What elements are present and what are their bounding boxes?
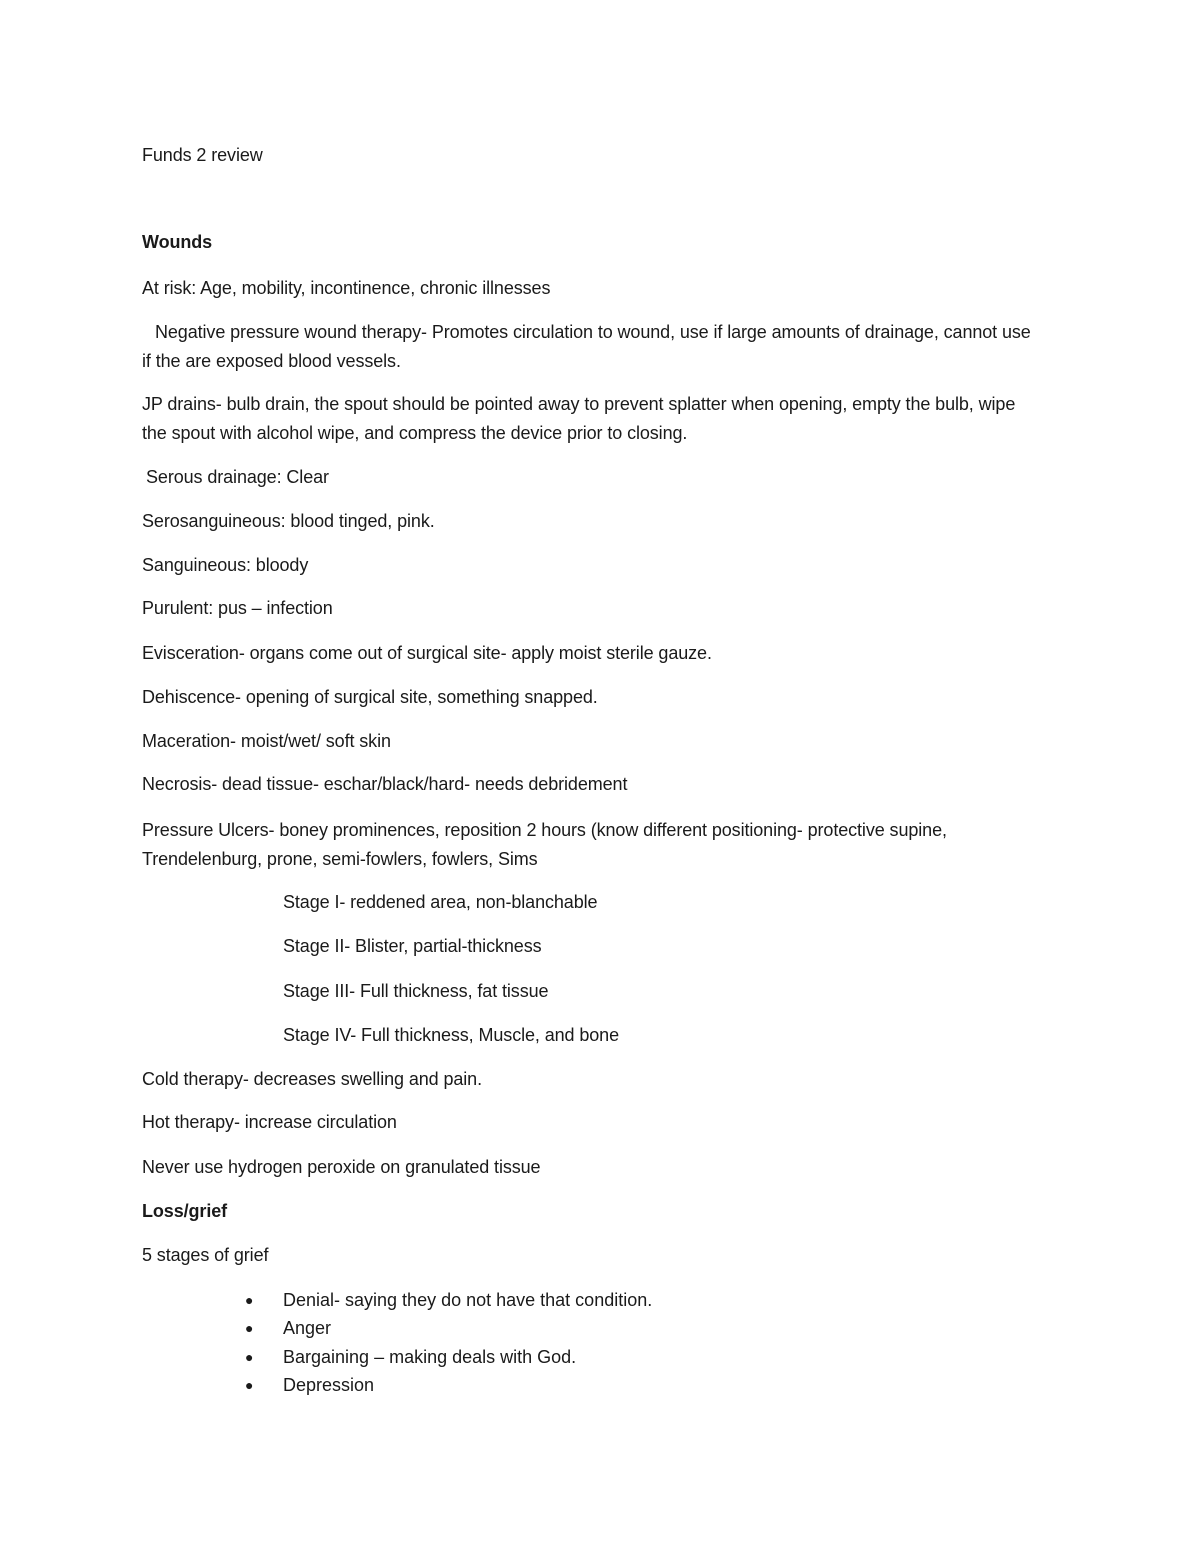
paragraph-hot-therapy: Hot therapy- increase circulation	[142, 1112, 397, 1132]
paragraph-sanguineous: Sanguineous: bloody	[142, 555, 309, 575]
list-item	[245, 1371, 374, 1399]
section-heading-loss-grief: Loss/grief	[142, 1201, 228, 1221]
stage-3-line: Stage III- Full thickness, fat tissue	[283, 981, 549, 1001]
list-item	[245, 1286, 652, 1314]
stage-1-line: Stage I- reddened area, non-blanchable	[283, 892, 598, 912]
list-item-text: Bargaining – making deals with God.	[283, 1347, 577, 1367]
paragraph-purulent: Purulent: pus – infection	[142, 598, 333, 618]
paragraph-cold-therapy: Cold therapy- decreases swelling and pain.	[142, 1069, 482, 1089]
list-item-text: Anger	[283, 1318, 332, 1338]
stage-4-line: Stage IV- Full thickness, Muscle, and bone	[283, 1025, 619, 1045]
paragraph-evisceration: Evisceration- organs come out of surgical site- apply moist sterile gauze.	[142, 643, 712, 663]
bullet-icon: ●	[245, 1377, 254, 1393]
paragraph-serosanguineous: Serosanguineous: blood tinged, pink.	[142, 511, 435, 531]
bullet-icon: ●	[245, 1320, 254, 1336]
paragraph-pressure-ulcers: Pressure Ulcers- boney prominences, reposition 2 hours (know different positioning- protective supine, Trendelenburg, prone, semi-fowlers, fowlers, Sims	[142, 820, 947, 869]
paragraph-negative-pressure: Negative pressure wound therapy- Promotes circulation to wound, use if large amounts of drainage, cannot use if the are exposed blood vessels.	[142, 322, 1031, 371]
document-title: Funds 2 review	[142, 145, 263, 165]
list-item	[245, 1343, 576, 1371]
paragraph-jp-drains: JP drains- bulb drain, the spout should be pointed away to prevent splatter when opening, empty the bulb, wipe the spout with alcohol wipe, and compress the device prior to closing.	[142, 394, 1016, 443]
paragraph-necrosis: Necrosis- dead tissue- eschar/black/hard- needs debridement	[142, 774, 628, 794]
list-item-text: Denial- saying they do not have that condition.	[283, 1290, 653, 1310]
stage-2-line: Stage II- Blister, partial-thickness	[283, 936, 542, 956]
paragraph-dehiscence: Dehiscence- opening of surgical site, something snapped.	[142, 687, 598, 707]
paragraph-at-risk: At risk: Age, mobility, incontinence, chronic illnesses	[142, 278, 551, 298]
paragraph-maceration: Maceration- moist/wet/ soft skin	[142, 731, 391, 751]
paragraph-serous: Serous drainage: Clear	[146, 467, 329, 487]
paragraph-hydrogen-peroxide: Never use hydrogen peroxide on granulated tissue	[142, 1157, 541, 1177]
list-item	[245, 1314, 331, 1342]
section-heading-wounds: Wounds	[142, 232, 213, 252]
paragraph-stages-of-grief: 5 stages of grief	[142, 1245, 269, 1265]
bullet-icon: ●	[245, 1349, 254, 1365]
list-item-text: Depression	[283, 1375, 375, 1395]
bullet-icon: ●	[245, 1292, 254, 1308]
